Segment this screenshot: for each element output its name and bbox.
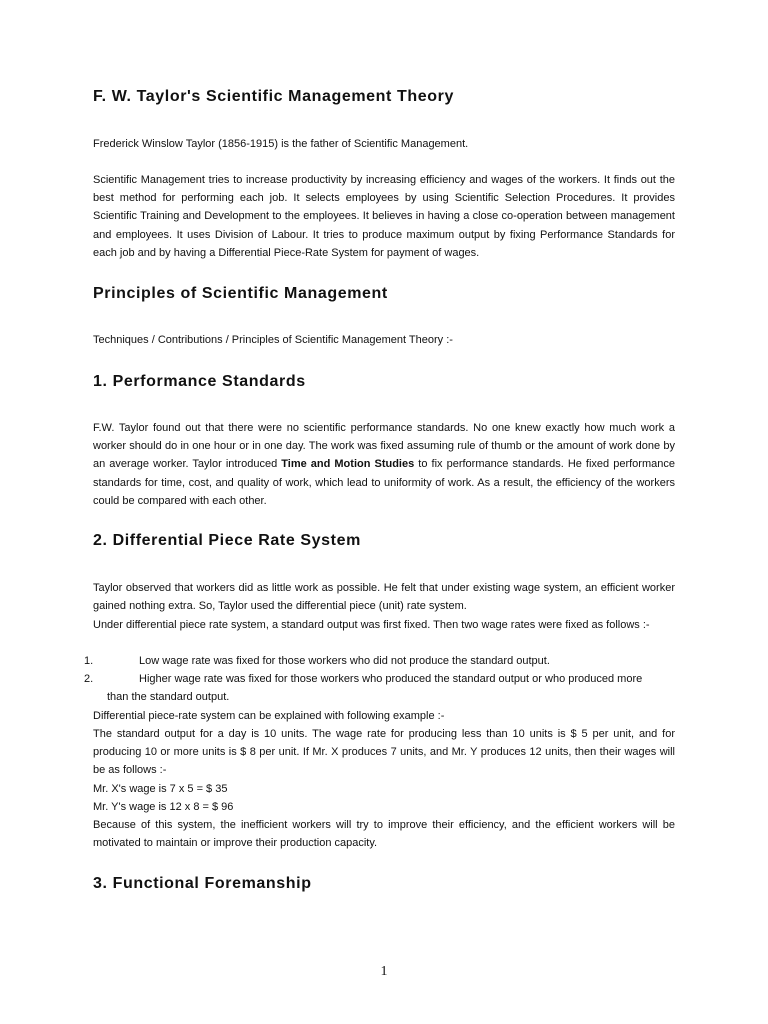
principles-heading: Principles of Scientific Management <box>93 285 388 302</box>
section-1-bold-term: Time and Motion Studies <box>281 458 415 471</box>
wage-x-line: Mr. X's wage is 7 x 5 = $ 35 <box>93 783 228 795</box>
section-2-conclusion: Because of this system, the inefficient workers will try to improve their efficiency, and the efficient workers will be motivated to maintain or improve their production capacity. <box>93 819 675 850</box>
overview-paragraph: Scientific Management tries to increase productivity by increasing efficiency and wages of the workers. It finds out the best method for performing each job. It selects employees by using Scientific Selection Procedures. It provides Scientific Training and Development to the employees. It believes in having a close co-operation between management and employees. It uses Division of Labour. It tries to produce maximum output by fixing Performance Standards for each job and by having a Differential Piece-Rate System for payment of wages. <box>93 174 675 259</box>
section-2-heading: 2. Differential Piece Rate System <box>93 532 361 549</box>
section-1-paragraph <box>93 419 675 510</box>
section-1-text-after: to fix performance standards. He fixed performance standards for time, cost, and quality of work, which lead to uniformity of work. As a result, the efficiency of the workers could be compared with each other. <box>93 458 675 507</box>
page-number: 1 <box>380 964 388 979</box>
document-title: F. W. Taylor's Scientific Management Theory <box>93 88 454 105</box>
section-3-heading: 3. Functional Foremanship <box>93 875 312 892</box>
wage-y-line: Mr. Y's wage is 12 x 8 = $ 96 <box>93 801 234 813</box>
list-item-2-text-line-1: Higher wage rate was fixed for those workers who produced the standard output or who produced more <box>139 673 643 685</box>
principles-subtitle: Techniques / Contributions / Principles of Scientific Management Theory :- <box>93 334 453 346</box>
example-intro: Differential piece-rate system can be explained with following example :- <box>93 710 445 722</box>
section-1-text-before: F.W. Taylor found out that there were no scientific performance standards. No one knew exactly how much work a worker should do in one hour or in one day. The work was fixed assuming rule of thumb or the amount of work done by an average worker. Taylor introduced <box>93 422 675 471</box>
section-2-paragraph-2: Under differential piece rate system, a standard output was first fixed. Then two wage rates were fixed as follows :- <box>93 619 650 631</box>
intro-paragraph: Frederick Winslow Taylor (1856-1915) is the father of Scientific Management. <box>93 138 469 150</box>
section-1-heading: 1. Performance Standards <box>93 373 306 390</box>
list-item-1-number: 1. <box>84 655 94 667</box>
list-item-2-number: 2. <box>84 673 94 685</box>
example-paragraph: The standard output for a day is 10 units. The wage rate for producing less than 10 units is $ 5 per unit, and for producing 10 or more units is $ 8 per unit. If Mr. X produces 7 units, and Mr. Y produces 12 units, then their wages will be as follows :- <box>93 728 675 777</box>
section-2-paragraph-1: Taylor observed that workers did as little work as possible. He felt that under existing wage system, an efficient worker gained nothing extra. So, Taylor used the differential piece (unit) rate system. <box>93 582 675 613</box>
list-item-2-text-line-2: than the standard output. <box>107 691 230 703</box>
list-item-1-text: Low wage rate was fixed for those workers who did not produce the standard output. <box>139 655 550 667</box>
